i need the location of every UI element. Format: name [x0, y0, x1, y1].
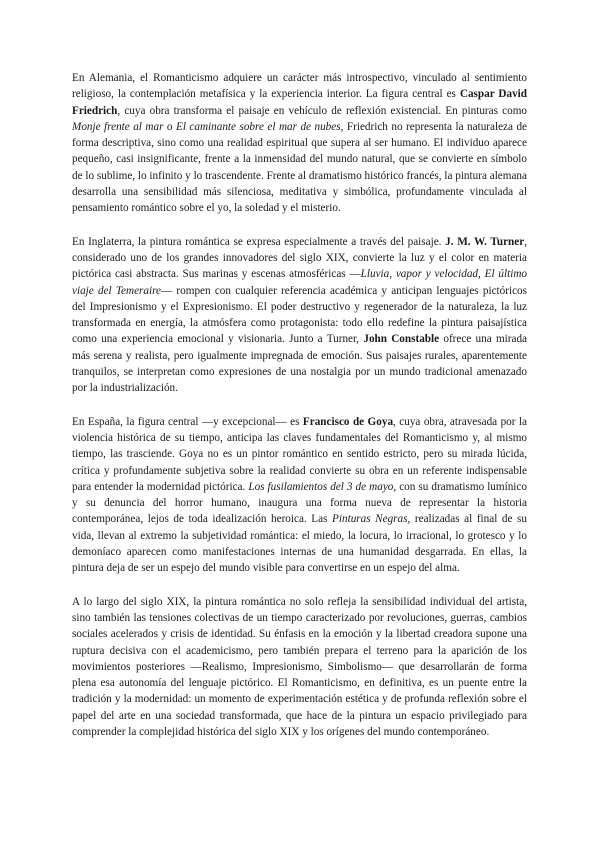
text-run: En Alemania, el Romanticismo adquiere un carácter más introspectivo, vinculado al sentimiento religioso, la contemplación metafísica y la experiencia interior. La figura central es: [72, 72, 527, 101]
text-run: , realizadas al final de su vida, llevan al extremo la subjetividad romántica: el miedo, la locura, lo irracional, lo grotesco y lo demoníaco aparecen como manifestaciones internas de una humanidad desgarrada. En ellas, la pintura deja de ser un espejo del mundo visible para convertirse en un espejo del alma.: [72, 513, 527, 575]
text-run: , con su dramatismo lumínico y su denuncia del horror humano, inaugura una forma nueva de representar la historia contemporánea, lejos de toda idealización heroica. Las: [72, 480, 527, 526]
bold-name: Caspar David Friedrich: [72, 88, 528, 117]
italic-title: El caminante sobre el mar de nubes: [175, 120, 341, 133]
paragraph-germany: [72, 70, 527, 217]
text-run: o: [163, 120, 176, 133]
italic-title: Pinturas Negras: [332, 513, 408, 526]
italic-title: Los fusilamientos del 3 de mayo: [248, 480, 394, 493]
text-run: A lo largo del siglo XIX, la pintura romántica no solo refleja la sensibilidad individual del artista, sino también las tensiones colectivas de un tiempo caracterizado por revoluciones, guerras, cambios sociales acelerados y crisis de identidad. Su énfasis en la emoción y la libertad creadora supone una ruptura decisiva con el academicismo, pero también prepara el terreno para la aparición de los movimientos posteriores —Realismo, Impresionismo, Simbolismo— que desarrollarán de forma plena esa autonomía del lenguaje pictórico. El Romanticismo, en definitiva, es un puente entre la tradición y la modernidad: un momento de experimentación estética y de profunda reflexión sobre el papel del arte en una sociedad transformada, que hace de la pintura un espacio privilegiado para comprender la complejidad histórica del siglo XIX y los orígenes del mundo contemporáneo.: [72, 595, 527, 738]
bold-name: John Constable: [363, 333, 440, 346]
text-run: , Friedrich no representa la naturaleza de forma descriptiva, sino como una realidad espiritual que supera al ser humano. El individuo aparece pequeño, casi insignificante, frente a la inmensidad del mundo natural, que se convierte en símbolo de lo sublime, lo infinito y lo trascendente. Frente al dramatismo histórico francés, la pintura alemana desarrolla una sensibilidad más silenciosa, meditativa y simbólica, profundamente vinculada al pensamiento romántico sobre el yo, la soledad y el misterio.: [72, 120, 528, 215]
paragraph-conclusion: [72, 594, 527, 741]
text-run: — rompen con cualquier referencia académica y anticipan lenguajes pictóricos del Impresionismo y el Expresionismo. El poder destructivo y regenerador de la naturaleza, la luz transformada en energía, la atmósfera como protagonista: todo ello redefine la pintura paisajística como una experiencia emocional y visionaria. Junto a Turner,: [72, 284, 527, 346]
italic-title: Lluvia, vapor y velocidad: [360, 268, 479, 281]
text-run: , cuya obra, atravesada por la violencia histórica de su tiempo, anticipa las claves fundamentales del Romanticismo y, al mismo tiempo, las trasciende. Goya no es un pintor romántico en sentido estricto, pero su mirada lúcida, crítica y profundamente subjetiva sobre la realidad convierte su obra en un referente indispensable para entender la modernidad pictórica.: [72, 415, 527, 493]
text-run: ofrece una mirada más serena y realista, pero igualmente impregnada de emoción. Sus paisajes rurales, aparentemente tranquilos, se interpretan como expresiones de una nostalgia por un mundo tradicional amenazado por la industrialización.: [72, 333, 528, 395]
text-run: , considerado uno de los grandes innovadores del siglo XIX, convierte la luz y el color en materia pictórica casi abstracta. Sus marinas y escenas atmosféricas —: [72, 235, 527, 281]
text-run: En Inglaterra, la pintura romántica se expresa especialmente a través del paisaje.: [72, 235, 446, 248]
bold-name: J. M. W. Turner: [445, 235, 525, 248]
paragraph-england: [72, 234, 527, 397]
text-run: , cuya obra transforma el paisaje en vehículo de reflexión existencial. En pinturas como: [117, 104, 527, 117]
paragraph-spain: [72, 414, 527, 577]
text-run: ,: [478, 268, 485, 281]
italic-title: El último viaje del Temeraire: [72, 268, 527, 297]
text-run: En España, la figura central —y excepcional— es: [72, 415, 303, 428]
italic-title: Monje frente al mar: [72, 120, 164, 133]
document-page: [72, 70, 527, 757]
bold-name: Francisco de Goya: [302, 415, 394, 428]
